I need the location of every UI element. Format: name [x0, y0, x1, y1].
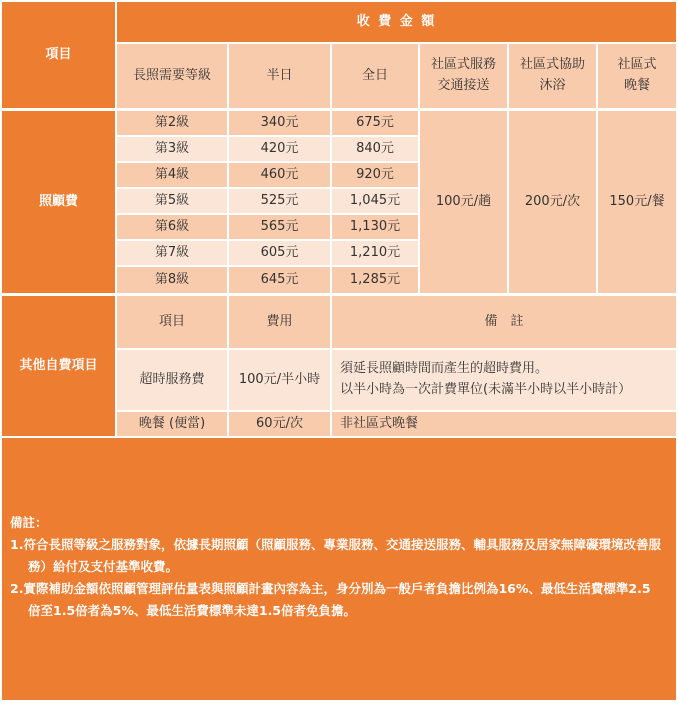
- bathing-fee: 200元/次: [509, 111, 596, 293]
- half-day-fee: 605元: [229, 241, 330, 265]
- half-day-fee: 525元: [229, 189, 330, 213]
- other-items-label: 其他自費項目: [2, 296, 115, 436]
- level-cell: 第2級: [117, 111, 227, 135]
- dinner-box-remark: 非社區式晚餐: [332, 412, 676, 436]
- overtime-remark-line-2: 以半小時為一次計費單位(未滿半小時以半小時計）: [340, 382, 632, 397]
- overtime-remark: [332, 350, 676, 410]
- note-item-2: 2.實際補助金額依照顧管理評估量表與照顧計畫內容為主，身分別為一般戶者負擔比例為16%、最低生活費標準2.5倍至1.5倍者為5%、最低生活費標準未達1.5倍者免負擔。: [10, 580, 651, 618]
- subheader-level: 長照需要等級: [117, 44, 227, 108]
- subheader-half-day: 半日: [229, 44, 330, 108]
- transport-fee: 100元/趟: [420, 111, 507, 293]
- dinner-box-fee: 60元/次: [229, 412, 330, 436]
- header-item: 項目: [2, 2, 115, 108]
- level-cell: 第3級: [117, 137, 227, 161]
- level-cell: 第4級: [117, 163, 227, 187]
- dinner-fee: 150元/餐: [598, 111, 676, 293]
- dinner-box-item: 晚餐 (便當): [117, 412, 227, 436]
- overtime-item: 超時服務費: [117, 350, 227, 410]
- full-day-fee: 840元: [332, 137, 418, 161]
- full-day-fee: 1,285元: [332, 267, 418, 293]
- notes-title: 備註：: [10, 515, 48, 530]
- other-col-item: 項目: [117, 296, 227, 348]
- full-day-fee: 920元: [332, 163, 418, 187]
- care-fee-label: 照顧費: [2, 111, 115, 293]
- note-item-1: 1.符合長照等級之服務對象，依據長期照顧（照顧服務、專業服務、交通接送服務、輔具服務及居家無障礙環境改善服務）給付及支付基準收費。: [10, 536, 661, 574]
- subheader-full-day: 全日: [332, 44, 418, 108]
- full-day-fee: 1,130元: [332, 215, 418, 239]
- level-cell: 第6級: [117, 215, 227, 239]
- full-day-fee: 1,045元: [332, 189, 418, 213]
- half-day-fee: 460元: [229, 163, 330, 187]
- other-col-fee: 費用: [229, 296, 330, 348]
- subheader-dinner: 社區式晚餐: [598, 44, 676, 108]
- full-day-fee: 675元: [332, 111, 418, 135]
- overtime-remark-line-1: 須延長照顧時間而產生的超時費用。: [340, 361, 549, 377]
- overtime-fee: 100元/半小時: [229, 350, 330, 410]
- level-cell: 第5級: [117, 189, 227, 213]
- half-day-fee: 645元: [229, 267, 330, 293]
- level-cell: 第8級: [117, 267, 227, 293]
- subheader-transport: 社區式服務交通接送: [420, 44, 507, 108]
- half-day-fee: 565元: [229, 215, 330, 239]
- subheader-bathing: 社區式協助沐浴: [509, 44, 596, 108]
- half-day-fee: 340元: [229, 111, 330, 135]
- level-cell: 第7級: [117, 241, 227, 265]
- full-day-fee: 1,210元: [332, 241, 418, 265]
- other-col-remark: 備 註: [332, 296, 676, 348]
- notes-section: [2, 438, 676, 700]
- half-day-fee: 420元: [229, 137, 330, 161]
- header-fees: 收 費 金 額: [117, 2, 676, 42]
